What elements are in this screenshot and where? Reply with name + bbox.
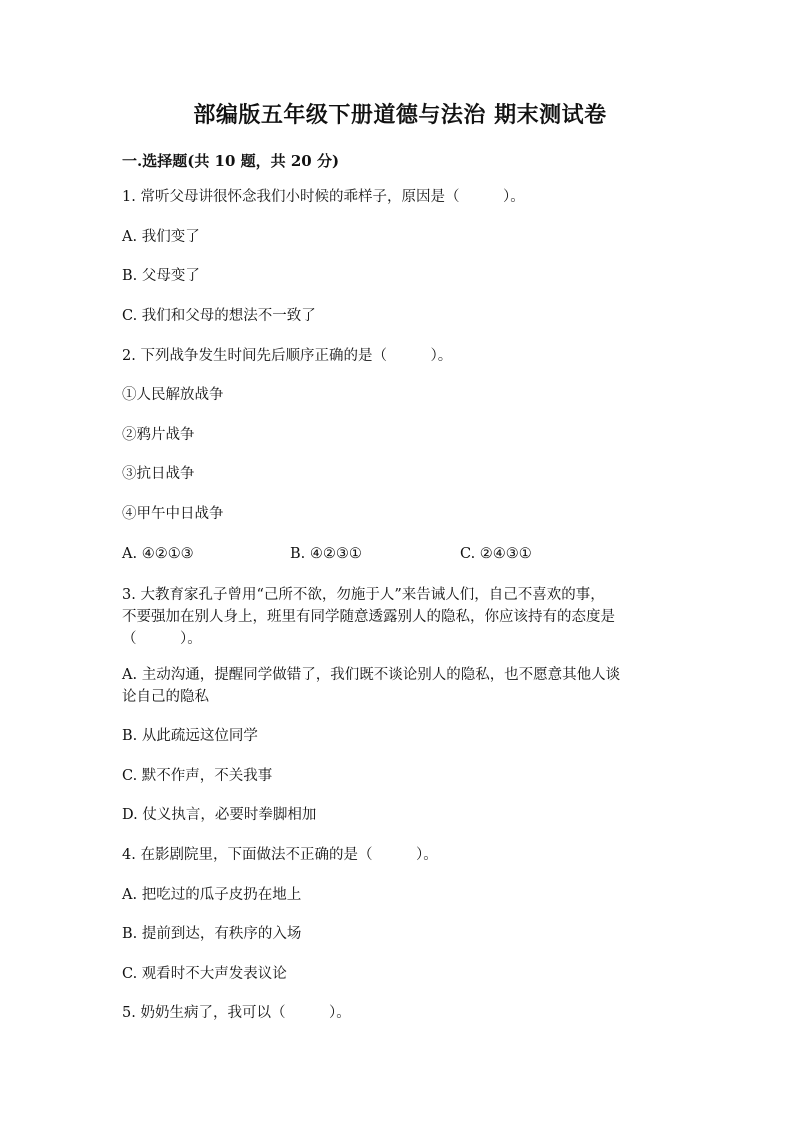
question-4-stem: 4. 在影剧院里，下面做法不正确的是（ ）。 <box>122 847 438 863</box>
question-3-option-a-line-2: 论自己的隐私 <box>122 689 209 705</box>
question-1-option-a: A. 我们变了 <box>122 229 200 245</box>
question-2-item-1: ①人民解放战争 <box>122 387 224 403</box>
question-3-option-a-line-1: A. 主动沟通，提醒同学做错了，我们既不谈论别人的隐私，也不愿意其他人谈 <box>122 667 621 683</box>
question-2-option-b: B. ④②③① <box>290 546 362 562</box>
question-4-option-a: A. 把吃过的瓜子皮扔在地上 <box>122 887 302 903</box>
question-2-option-a: A. ④②①③ <box>122 546 194 562</box>
question-3-option-c: C. 默不作声，不关我事 <box>122 768 273 784</box>
question-3-option-b: B. 从此疏远这位同学 <box>122 728 258 744</box>
question-3-stem-line-1: 3. 大教育家孔子曾用“己所不欲，勿施于人”来告诫人们，自己不喜欢的事， <box>122 587 605 603</box>
question-1-stem: 1. 常听父母讲很怀念我们小时候的乖样子，原因是（ ）。 <box>122 189 525 205</box>
question-3-stem-line-2: 不要强加在别人身上，班里有同学随意透露别人的隐私，你应该持有的态度是 <box>122 609 615 625</box>
question-1-option-c: C. 我们和父母的想法不一致了 <box>122 308 316 324</box>
question-2-item-3: ③抗日战争 <box>122 466 195 482</box>
question-2-stem: 2. 下列战争发生时间先后顺序正确的是（ ）。 <box>122 348 453 364</box>
question-3-option-d: D. 仗义执言，必要时拳脚相加 <box>122 807 317 823</box>
section-heading: 一.选择题(共 10 题，共 20 分) <box>122 152 340 170</box>
question-1-option-b: B. 父母变了 <box>122 268 200 284</box>
question-5-stem: 5. 奶奶生病了，我可以（ ）。 <box>122 1005 351 1021</box>
question-2-item-2: ②鸦片战争 <box>122 427 195 443</box>
question-2-item-4: ④甲午中日战争 <box>122 506 224 522</box>
question-4-option-c: C. 观看时不大声发表议论 <box>122 966 287 982</box>
question-3-stem-line-3: （ ）。 <box>122 631 202 647</box>
page-title: 部编版五年级下册道德与法治 期末测试卷 <box>193 102 607 128</box>
question-4-option-b: B. 提前到达，有秩序的入场 <box>122 926 302 942</box>
question-2-option-c: C. ②④③① <box>460 546 532 562</box>
